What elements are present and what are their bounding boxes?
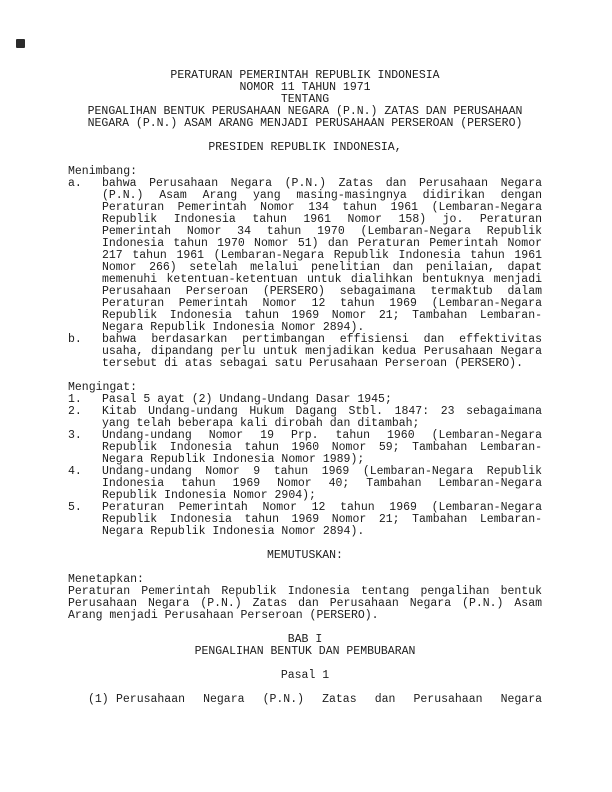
- clause-marker: (1): [88, 693, 109, 706]
- scan-artifact-mark: [16, 39, 25, 48]
- item-marker: 1.: [68, 393, 82, 406]
- item-text: Pasal 5 ayat (2) Undang-Undang Dasar 1945;: [102, 393, 392, 406]
- item-marker: 3.: [68, 429, 82, 442]
- bab-title: PENGALIHAN BENTUK DAN PEMBUBARAN: [194, 645, 416, 658]
- item-text: Peraturan Pemerintah Nomor 12 tahun 1969 (Lembaran-Negara Republik Indonesia tahun 1969 Nomor 21; Tambahan Lembaran-Negara Republik Indonesia Nomor 2894).: [102, 501, 542, 538]
- item-marker: a.: [68, 177, 82, 190]
- item-marker: 5.: [68, 501, 82, 514]
- item-text: Undang-undang Nomor 9 tahun 1969 (Lembaran-Negara Republik Indonesia tahun 1969 Nomor 40; Tambahan Lembaran-Negara Republik Indonesia Nomor 2904);: [102, 465, 542, 502]
- menimbang-label: Menimbang:: [68, 165, 138, 178]
- item-marker: 4.: [68, 465, 82, 478]
- memutuskan-heading: MEMUTUSKAN:: [267, 549, 343, 562]
- title-line: NEGARA (P.N.) ASAM ARANG MENJADI PERUSAHAAN PERSEROAN (PERSERO): [87, 117, 523, 130]
- document-title-block: [68, 70, 542, 130]
- clause-text: Perusahaan Negara (P.N.) Zatas dan Perusahaan Negara: [116, 693, 542, 706]
- menimbang-section: [68, 166, 542, 370]
- menetapkan-section: [68, 574, 542, 622]
- mengingat-item-4: [68, 466, 542, 502]
- presiden-heading: PRESIDEN REPUBLIK INDONESIA,: [208, 141, 402, 154]
- mengingat-item-3: [68, 430, 542, 466]
- mengingat-item-2: [68, 406, 542, 430]
- menetapkan-text: Peraturan Pemerintah Republik Indonesia tentang pengalihan bentuk Perusahaan Negara (P.N.) Zatas dan Perusahaan Negara (P.N.) Asam Arang menjadi Perusahaan Perseroan (PERSERO).: [68, 585, 542, 622]
- menimbang-item-b: [68, 334, 542, 370]
- item-text: Kitab Undang-undang Hukum Dagang Stbl. 1847: 23 sebagaimana yang telah beberapa kali dirobah dan ditambah;: [102, 405, 542, 430]
- menetapkan-label: Menetapkan:: [68, 573, 144, 586]
- item-marker: 2.: [68, 405, 82, 418]
- pasal-1-clause-1: [68, 694, 542, 706]
- item-text: bahwa berdasarkan pertimbangan effisiensi dan effektivitas usaha, dipandang perlu untuk menjadikan kedua Perusahaan Negara tersebut di atas sebagai satu Perusahaan Perseroan (PERSERO).: [102, 333, 542, 370]
- bab-number: BAB I: [287, 633, 323, 646]
- title-line: PERATURAN PEMERINTAH REPUBLIK INDONESIA: [170, 69, 440, 82]
- mengingat-label: Mengingat:: [68, 381, 138, 394]
- title-line: PENGALIHAN BENTUK PERUSAHAAN NEGARA (P.N.) ZATAS DAN PERUSAHAAN: [87, 105, 523, 118]
- mengingat-section: [68, 382, 542, 538]
- menimbang-item-a: [68, 178, 542, 334]
- item-marker: b.: [68, 333, 82, 346]
- mengingat-item-5: [68, 502, 542, 538]
- title-line: TENTANG: [280, 93, 330, 106]
- bab-1-section: [68, 634, 542, 706]
- item-text: bahwa Perusahaan Negara (P.N.) Zatas dan Perusahaan Negara (P.N.) Asam Arang yang masing-masingnya didirikan dengan Peraturan Pemerintah Nomor 134 tahun 1961 (Lembaran-Negara Republik Indonesia tahun 1961 Nomor 158) jo. Peraturan Pemerintah Nomor 34 tahun 1970 (Lembaran-Negara Republik Indonesia tahun 1970 Nomor 51) dan Peraturan Pemerintah Nomor 217 tahun 1961 (Lembaran-Negara Republik Indonesia tahun 1961 Nomor 266) setelah melalui penelitian dan penilaian, dapat memenuhi ketentuan-ketentuan untuk dialihkan bentuknya menjadi Perusahaan Perseroan (PERSERO) sebagaimana termaktub dalam Peraturan Pemerintah Nomor 12 tahun 1969 (Lembaran-Negara Republik Indonesia tahun 1969 Nomor 21; Tambahan Lembaran-Negara Republik Indonesia Nomor 2894).: [102, 177, 542, 334]
- title-line: NOMOR 11 TAHUN 1971: [239, 81, 371, 94]
- item-text: Undang-undang Nomor 19 Prp. tahun 1960 (Lembaran-Negara Republik Indonesia tahun 1960 Nomor 59; Tambahan Lembaran-Negara Republik Indonesia Nomor 1989);: [102, 429, 542, 466]
- pasal-1-heading: Pasal 1: [280, 669, 330, 682]
